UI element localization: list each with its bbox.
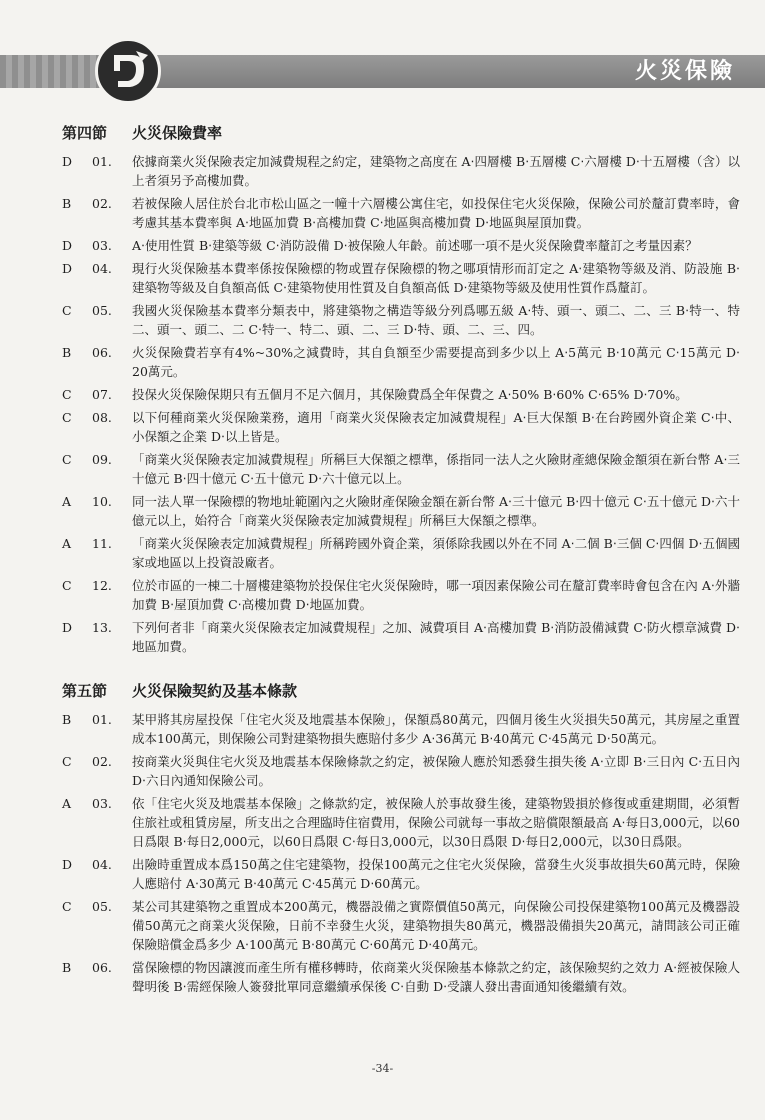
question-text: 某甲將其房屋投保「住宅火災及地震基本保險」，保額爲80萬元，四個月後生火災損失50萬元，其房屋之重置成本100萬元，則保險公司對建築物損失應賠付多少 A‧36萬元 B‧40萬元 C‧45萬元 D‧50萬元。 [132,712,740,746]
question-number: 05. [92,303,112,318]
page-number: -34- [371,1062,394,1075]
question-number: 06. [92,960,112,975]
question-number: 11. [92,536,112,551]
question-item [60,301,740,339]
question-number: 04. [92,857,112,872]
question-number: 02. [92,196,112,211]
question-item [60,408,740,446]
section-title: 火災保險費率 [132,124,223,142]
question-number: 03. [92,796,112,811]
question-text: 依據商業火災保險表定加減費規程之約定，建築物之高度在 A‧四層樓 B‧五層樓 C‧六層樓 D‧十五層樓（含）以上者須另予高樓加費。 [132,154,740,188]
answer-key: A [62,494,72,509]
answer-key: C [62,578,72,593]
answer-key: D [62,620,73,635]
page-content [60,120,740,1000]
section-number: 第四節 [62,124,108,142]
question-text: 「商業火災保險表定加減費規程」所稱巨大保額之標準，係指同一法人之火險財產總保險金額須在新台幣 A‧三十億元 B‧四十億元 C‧五十億元 D‧六十億元以上。 [132,452,740,486]
question-number: 06. [92,345,112,360]
answer-key: D [62,857,73,872]
question-number: 08. [92,410,112,425]
answer-key: B [62,712,72,727]
question-text: 以下何種商業火災保險業務，適用「商業火災保險表定加減費規程」A‧巨大保額 B‧在台跨國外資企業 C‧中、小保額之企業 D‧以上皆是。 [132,410,740,444]
question-item [60,576,740,614]
question-item [60,534,740,572]
answer-key: A [62,796,72,811]
question-number: 09. [92,452,112,467]
question-item [60,450,740,488]
section-title: 火災保險契約及基本條款 [132,682,298,700]
question-text: 按商業火災與住宅火災及地震基本保險條款之約定，被保險人應於知悉發生損失後 A‧立即 B‧三日內 C‧五日內 D‧六日內通知保險公司。 [132,754,740,788]
answer-key: C [62,410,72,425]
question-text: 火災保險費若享有4%~30%之減費時，其自負額至少需要提高到多少以上 A‧5萬元 B‧10萬元 C‧15萬元 D‧20萬元。 [132,345,740,379]
question-number: 07. [92,387,112,402]
publisher-logo [95,38,161,104]
question-text: 位於市區的一棟二十層樓建築物於投保住宅火災保險時，哪一項因素保險公司在釐訂費率時會包含在內 A‧外牆加費 B‧屋頂加費 C‧高樓加費 D‧地區加費。 [132,578,740,612]
question-text: 現行火災保險基本費率係按保險標的物或置存保險標的物之哪項情形而訂定之 A‧建築物等級及消、防設施 B‧建築物等級及自負額高低 C‧建築物使用性質及自負額高低 D‧建築物等級及使用性質作爲釐訂。 [132,261,740,295]
question-text: 「商業火災保險表定加減費規程」所稱跨國外資企業，須係除我國以外在不同 A‧二個 B‧三個 C‧四個 D‧五個國家或地區以上投資設廠者。 [132,536,740,570]
answer-key: B [62,196,72,211]
answer-key: C [62,899,72,914]
question-item [60,710,740,748]
question-number: 01. [92,154,112,169]
answer-key: B [62,345,72,360]
question-item [60,897,740,954]
section-heading [62,120,740,146]
answer-key: D [62,261,73,276]
section-heading [62,678,740,704]
answer-key: C [62,303,72,318]
question-text: 當保險標的物因讓渡而產生所有權移轉時，依商業火災保險基本條款之約定，該保險契約之效力 A‧經被保險人聲明後 B‧需經保險人簽發批單同意繼續承保後 C‧自動 D‧受讓人發出書面通知後繼續有效。 [132,960,740,994]
question-text: 出險時重置成本爲150萬之住宅建築物，投保100萬元之住宅火災保險，當發生火災事故損失60萬元時，保險人應賠付 A‧30萬元 B‧40萬元 C‧45萬元 D‧60萬元。 [132,857,740,891]
question-number: 10. [92,494,112,509]
answer-key: C [62,387,72,402]
question-number: 13. [92,620,112,635]
question-number: 01. [92,712,112,727]
question-text: 我國火災保險基本費率分類表中，將建築物之構造等級分列爲哪五級 A‧特、頭一、頭二、二、三 B‧特一、特二、頭一、頭二、二 C‧特一、特二、頭、二、三 D‧特、頭、二、三、四。 [132,303,740,337]
answer-key: D [62,238,73,253]
answer-key: C [62,452,72,467]
question-number: 02. [92,754,112,769]
question-text: 投保火災保險保期只有五個月不足六個月，其保險費爲全年保費之 A‧50% B‧60% C‧65% D‧70%。 [132,387,688,402]
question-item [60,855,740,893]
question-text: 下列何者非「商業火災保險表定加減費規程」之加、減費項目 A‧高樓加費 B‧消防設備減費 C‧防火標章減費 D‧地區加費。 [132,620,740,654]
question-text: 若被保險人居住於台北市松山區之一幢十六層樓公寓住宅，如投保住宅火災保險，保險公司於釐訂費率時，會考慮其基本費率與 A‧地區加費 B‧高樓加費 C‧地區與高樓加費 D‧地區與屋頂加費。 [132,196,740,230]
question-item [60,794,740,851]
answer-key: B [62,960,72,975]
question-item [60,385,740,404]
chapter-title: 火災保險 [634,59,735,84]
question-item [60,259,740,297]
question-number: 04. [92,261,112,276]
question-item [60,752,740,790]
question-text: A‧使用性質 B‧建築等級 C‧消防設備 D‧被保險人年齡。前述哪一項不是火災保險費率釐訂之考量因素？ [132,238,698,253]
question-item [60,958,740,996]
question-item [60,152,740,190]
question-number: 03. [92,238,112,253]
question-number: 12. [92,578,112,593]
answer-key: D [62,154,73,169]
question-item [60,194,740,232]
question-number: 05. [92,899,112,914]
answer-key: C [62,754,72,769]
section-number: 第五節 [62,682,108,700]
question-item [60,343,740,381]
question-item [60,492,740,530]
section-gap [60,660,740,678]
answer-key: A [62,536,72,551]
question-text: 依「住宅火災及地震基本保險」之條款約定，被保險人於事故發生後，建築物毀損於修復或重建期間，必須暫住旅社或租賃房屋，所支出之合理臨時住宿費用，保險公司就每一事故之賠償限額最高 A‧每日3,000元，以60日爲限 B‧每日2,000元，以60日爲限 C‧每日3,000元，以30日爲限 D‧每日2,000元，以30日爲限。 [132,796,740,849]
question-text: 某公司其建築物之重置成本200萬元，機器設備之實際價值50萬元，向保險公司投保建築物100萬元及機器設備50萬元之商業火災保險，日前不幸發生火災，建築物損失80萬元，機器設備損失20萬元，請問該公司正確保險賠償金爲多少 A‧100萬元 B‧80萬元 C‧60萬元 D‧40萬元。 [132,899,740,952]
question-item [60,618,740,656]
question-item [60,236,740,255]
question-text: 同一法人單一保險標的物地址範圍內之火險財產保險金額在新台幣 A‧三十億元 B‧四十億元 C‧五十億元 D‧六十億元以上，始符合「商業火災保險表定加減費規程」所稱巨大保額之標準。 [132,494,740,528]
